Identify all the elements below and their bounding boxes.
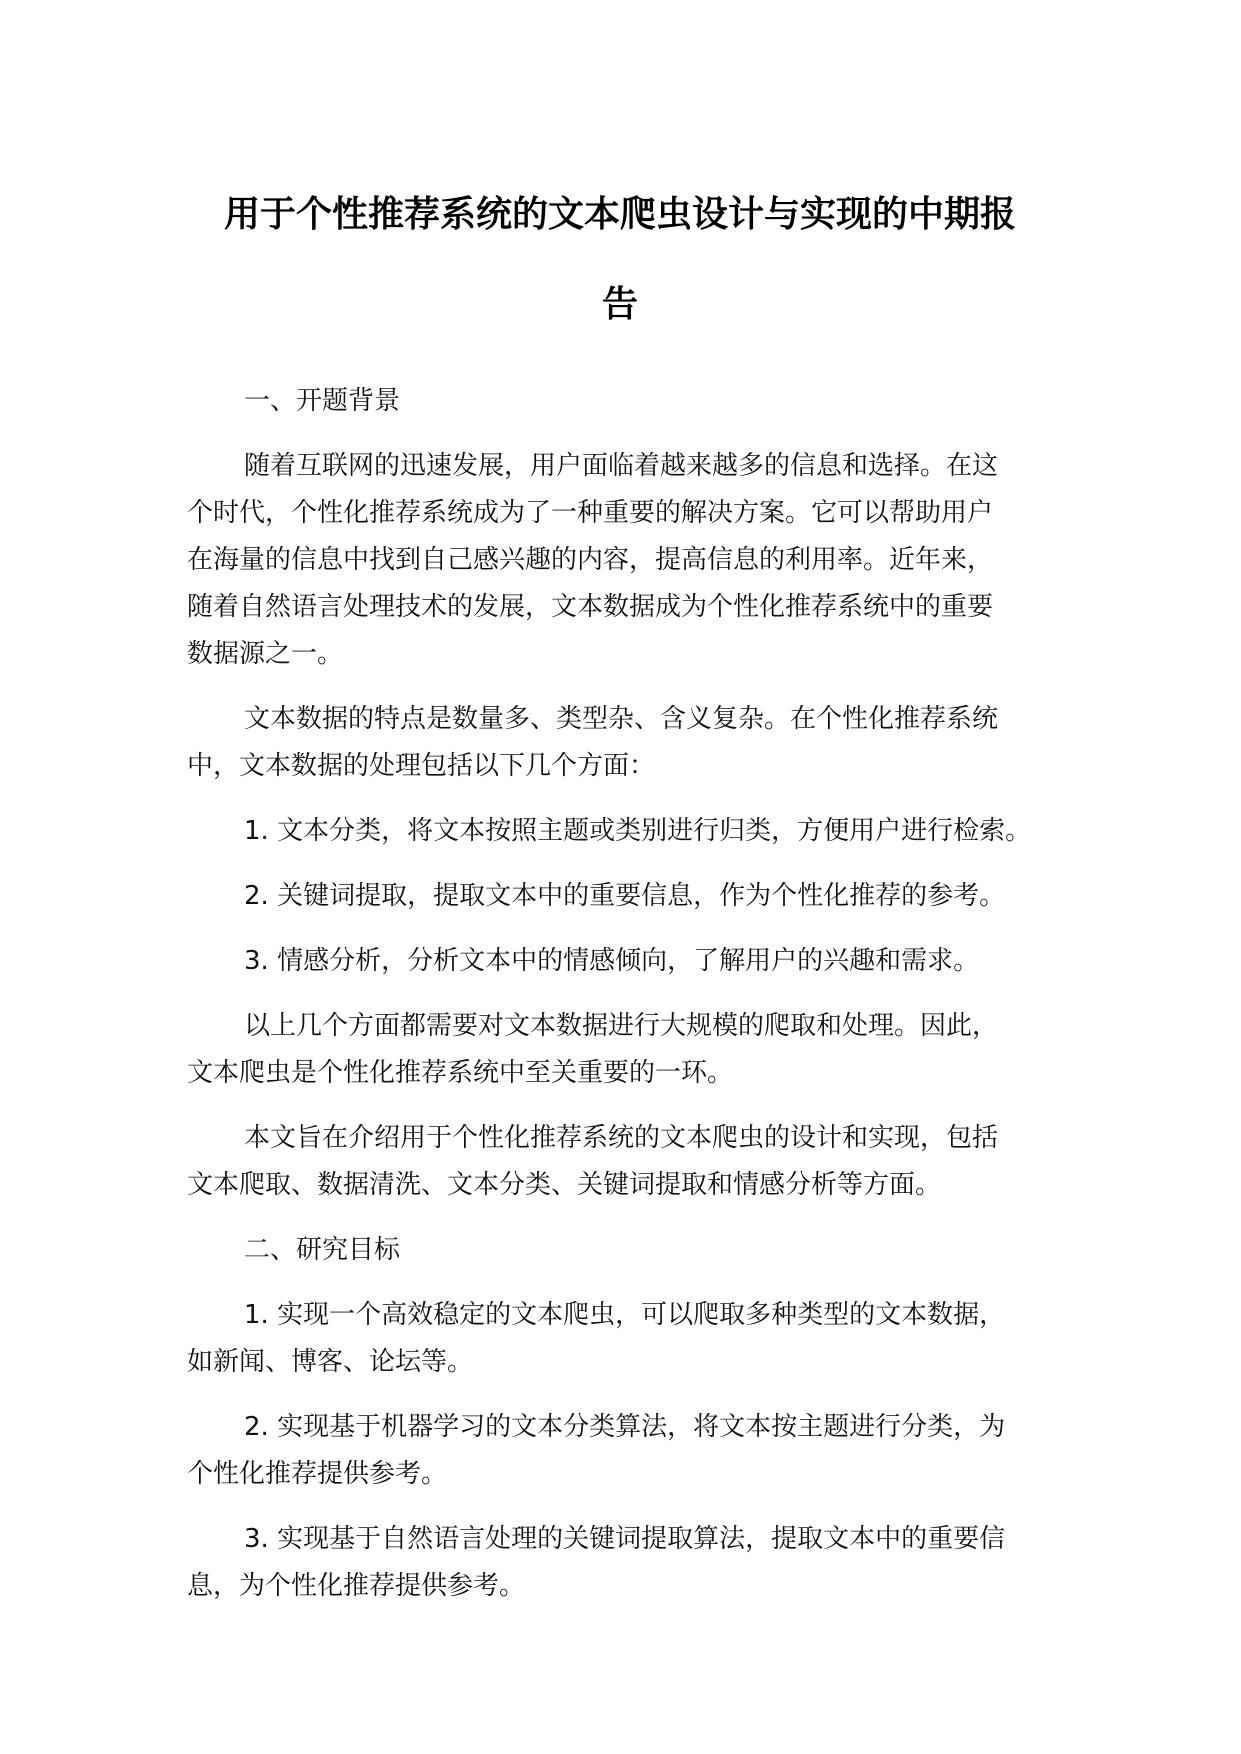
goal-item-1 [187,1292,1067,1386]
title-line-1: 用于个性推荐系统的文本爬虫设计与实现的中期报 [223,194,1016,235]
paragraph-background-2 [187,696,1067,790]
goal-item-2 [187,1404,1067,1498]
title-line-2: 告 [601,284,638,325]
paragraph-line: 本文旨在介绍用于个性化推荐系统的文本爬虫的设计和实现，包括 [244,1123,999,1153]
paragraph-line: 如新闻、博客、论坛等。 [187,1347,474,1377]
paragraph-line: 中，文本数据的处理包括以下几个方面： [187,751,656,781]
section-heading-background: 一、开题背景 [244,386,401,416]
paragraph-line: 以上几个方面都需要对文本数据进行大规模的爬取和处理。因此， [244,1011,999,1041]
paragraph-background-4 [187,1115,1067,1209]
paragraph-line: 数据源之一。 [187,639,344,669]
goal-item-3 [187,1516,1067,1610]
paragraph-line: 1. 实现一个高效稳定的文本爬虫，可以爬取多种类型的文本数据， [244,1300,1006,1330]
paragraph-line: 文本爬取、数据清洗、文本分类、关键词提取和情感分析等方面。 [187,1170,942,1200]
paragraph-line: 随着自然语言处理技术的发展，文本数据成为个性化推荐系统中的重要 [187,592,994,622]
list-item-keyword-extraction: 2. 关键词提取，提取文本中的重要信息，作为个性化推荐的参考。 [244,881,1006,911]
paragraph-line: 个性化推荐提供参考。 [187,1459,448,1489]
document-body [187,378,1067,1628]
list-item-text-classification: 1. 文本分类，将文本按照主题或类别进行归类，方便用户进行检索。 [244,816,1032,846]
paragraph-line: 在海量的信息中找到自己感兴趣的内容，提高信息的利用率。近年来， [187,545,994,575]
list-item-sentiment-analysis: 3. 情感分析，分析文本中的情感倾向，了解用户的兴趣和需求。 [244,946,980,976]
paragraph-line: 3. 实现基于自然语言处理的关键词提取算法，提取文本中的重要信 [244,1524,1006,1554]
paragraph-background-1 [187,443,1067,678]
paragraph-line: 2. 实现基于机器学习的文本分类算法，将文本按主题进行分类，为 [244,1412,1006,1442]
document-title [180,170,1060,350]
paragraph-line: 息，为个性化推荐提供参考。 [187,1571,526,1601]
paragraph-line: 文本数据的特点是数量多、类型杂、含义复杂。在个性化推荐系统 [244,704,999,734]
paragraph-line: 随着互联网的迅速发展，用户面临着越来越多的信息和选择。在这 [244,451,999,481]
paragraph-line: 个时代，个性化推荐系统成为了一种重要的解决方案。它可以帮助用户 [187,498,994,528]
paragraph-line: 文本爬虫是个性化推荐系统中至关重要的一环。 [187,1058,734,1088]
paragraph-background-3 [187,1003,1067,1097]
section-heading-goals: 二、研究目标 [244,1235,401,1265]
